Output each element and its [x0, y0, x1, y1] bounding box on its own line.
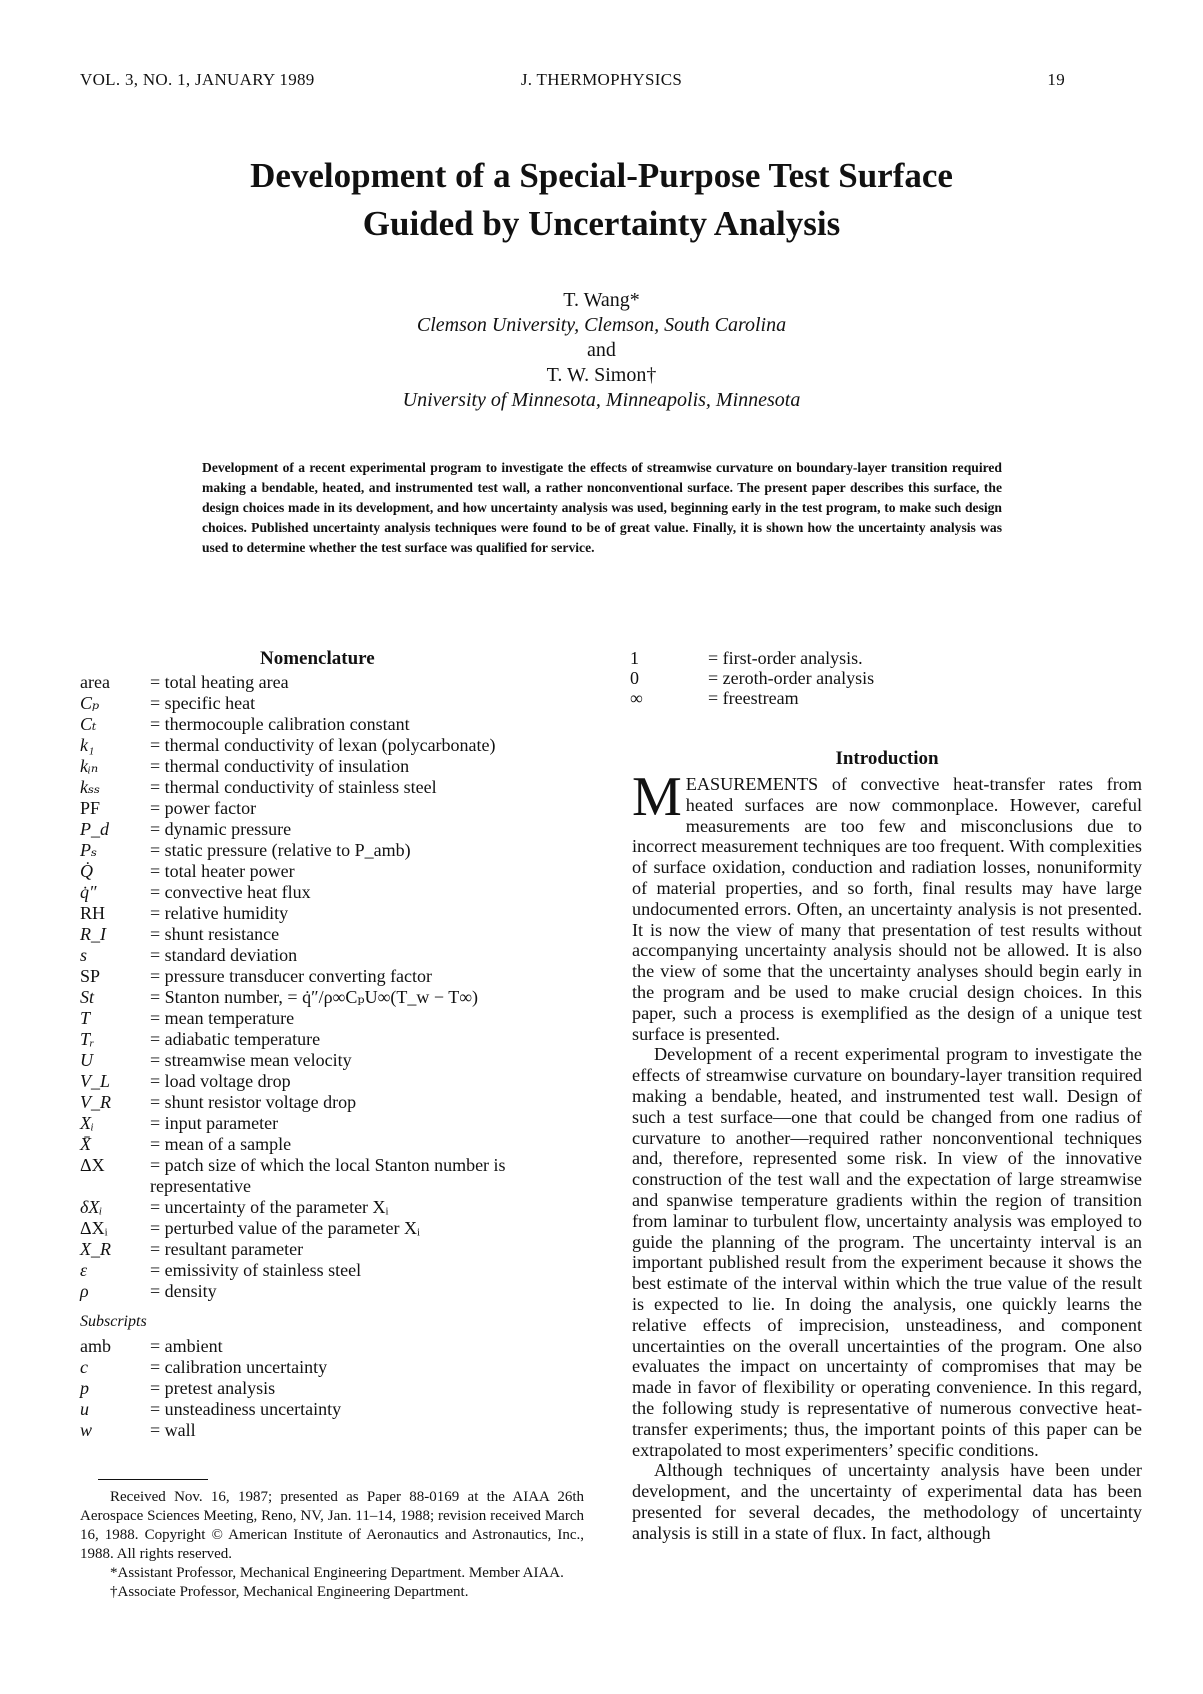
nomenclature-row: [80, 903, 600, 924]
nomenclature-symbol: kₛₛ: [80, 777, 101, 797]
subscript-symbol: amb: [80, 1336, 111, 1356]
nomenclature-definition: = thermal conductivity of stainless steel: [150, 777, 437, 797]
nomenclature-symbol: s: [80, 945, 88, 965]
nomenclature-symbol: area: [80, 672, 110, 692]
intro-paragraph-1: [632, 766, 1143, 1044]
nomenclature-definition: = shunt resistor voltage drop: [150, 1092, 357, 1112]
nomenclature-definition: = perturbed value of the parameter Xᵢ: [150, 1218, 420, 1238]
nomenclature-symbol: PF: [80, 798, 101, 818]
affiliation-2: University of Minnesota, Minneapolis, Minnesota: [402, 389, 801, 411]
nomenclature-row: [80, 777, 600, 798]
subscript-definition: = zeroth-order analysis: [708, 668, 875, 688]
nomenclature-definition: = Stanton number, = q̇″/ρ∞CₚU∞(T_w − T∞): [150, 987, 479, 1007]
drop-cap: M: [632, 766, 682, 828]
nomenclature-symbol: RH: [80, 903, 106, 923]
footnote-author-1: *Assistant Professor, Mechanical Engineering Department. Member AIAA.: [110, 1565, 564, 1581]
subscript-symbol: w: [80, 1420, 93, 1440]
nomenclature-symbol: Tᵣ: [80, 1029, 95, 1049]
nomenclature-symbol: X_R: [80, 1239, 111, 1259]
nomenclature-symbol: ΔXᵢ: [80, 1218, 108, 1238]
subscript-definition: = calibration uncertainty: [150, 1357, 328, 1377]
nomenclature-row: [80, 1218, 600, 1239]
nomenclature-definition: = patch size of which the local Stanton number is representative: [150, 1155, 506, 1196]
nomenclature-symbol: kᵢₙ: [80, 756, 99, 776]
nomenclature-symbol: ε: [80, 1260, 88, 1280]
nomenclature-row: [80, 672, 600, 693]
author-2: T. W. Simon†: [546, 364, 657, 386]
nomenclature-row: [80, 1134, 600, 1155]
nomenclature-row: [80, 987, 600, 1008]
nomenclature-row: [80, 861, 600, 882]
nomenclature-row: [80, 1113, 600, 1134]
subscript-row: [80, 1378, 600, 1399]
introduction-heading: Introduction: [835, 748, 939, 769]
nomenclature-row: [80, 1029, 600, 1050]
nomenclature-symbol: V_L: [80, 1071, 111, 1091]
nomenclature-row: [80, 819, 600, 840]
nomenclature-heading: Nomenclature: [260, 648, 375, 669]
subscript-definition: = pretest analysis: [150, 1378, 276, 1398]
subscript-row: [80, 1399, 600, 1420]
nomenclature-symbol: U: [80, 1050, 93, 1070]
subscript-row: [80, 1357, 600, 1378]
nomenclature-symbol: V_R: [80, 1092, 111, 1112]
nomenclature-definition: = mean of a sample: [150, 1134, 292, 1154]
nomenclature-symbol: St: [80, 987, 95, 1007]
subscript-definition: = wall: [150, 1420, 196, 1440]
subscript-definition: = ambient: [150, 1336, 223, 1356]
nomenclature-definition: = resultant parameter: [150, 1239, 304, 1259]
nomenclature-symbol: R_I: [80, 924, 106, 944]
nomenclature-definition: = dynamic pressure: [150, 819, 292, 839]
page-number: 19: [1047, 70, 1065, 89]
nomenclature-symbol: ΔX: [80, 1155, 105, 1175]
nomenclature-row: [80, 1281, 600, 1302]
nomenclature-row: [80, 1197, 600, 1218]
author-1: T. Wang*: [563, 289, 640, 311]
affiliation-1: Clemson University, Clemson, South Carolina: [416, 314, 787, 336]
subscripts-continued: [630, 648, 930, 708]
subscript-row: [630, 668, 930, 688]
nomenclature-symbol: ρ: [80, 1281, 89, 1301]
nomenclature-symbol: T: [80, 1008, 91, 1028]
footnote-rule: [98, 1479, 208, 1480]
subscript-definition: = first-order analysis.: [708, 648, 863, 668]
nomenclature-symbol: q̇″: [80, 882, 97, 902]
subscript-symbol: 1: [630, 648, 639, 668]
nomenclature-definition: = power factor: [150, 798, 257, 818]
nomenclature-definition: = load voltage drop: [150, 1071, 291, 1091]
subscript-row: [80, 1420, 600, 1441]
subscript-symbol: u: [80, 1399, 89, 1419]
nomenclature-definition: = convective heat flux: [150, 882, 311, 902]
nomenclature-symbol: SP: [80, 966, 101, 986]
paper-title: [0, 152, 1203, 248]
nomenclature-symbol: X̄: [80, 1134, 91, 1154]
nomenclature-symbol: Xᵢ: [80, 1113, 94, 1133]
subscript-definition: = unsteadiness uncertainty: [150, 1399, 342, 1419]
nomenclature-row: [80, 840, 600, 861]
nomenclature-symbol: δXᵢ: [80, 1197, 103, 1217]
nomenclature-row: [80, 924, 600, 945]
authors-block: [0, 288, 1203, 413]
nomenclature-row: [80, 1155, 600, 1197]
nomenclature-row: [80, 756, 600, 777]
nomenclature-definition: = emissivity of stainless steel: [150, 1260, 362, 1280]
nomenclature-symbol: Cₜ: [80, 714, 97, 734]
nomenclature-row: [80, 966, 600, 987]
authors-and: and: [587, 339, 616, 361]
title-line-2: Guided by Uncertainty Analysis: [362, 204, 841, 243]
nomenclature-symbol: k₁: [80, 735, 95, 755]
subscript-symbol: c: [80, 1357, 88, 1377]
intro-paragraph-2: Development of a recent experimental program to investigate the effects of streamwise curvature on boundary-layer transition required making a bendable, heated, and instrumented test wall. Design of such a test surface—one that could be changed from one radius of curvature to another—required rather nonconventional techniques and, therefore, represented some risk. In view of the innovative construction of the test wall and the expectation of large streamwise and spanwise temperature gradients within the region of transition from laminar to turbulent flow, uncertainty analysis was employed to guide the planning of the program. The uncertainty interval is an important published result from the experiment because it shows the best estimate of the interval within which the true value of the result is expected to lie. In doing the analysis, one quickly learns the relative effects of imprecision, unsteadiness, and component uncertainties on the overall uncertainties of the program. One also evaluates the impact on uncertainty of compromises that may be made in favor of flexibility or operating convenience. In this regard, the following study is representative of numerous convective heat-transfer experiments; thus, the important points of this paper can be extrapolated to most experimenters’ specific conditions.: [632, 1044, 1142, 1460]
subscript-definition: = freestream: [708, 688, 799, 708]
nomenclature-definition: = thermal conductivity of lexan (polycarbonate): [150, 735, 496, 755]
nomenclature-row: [80, 735, 600, 756]
nomenclature-definition: = standard deviation: [150, 945, 298, 965]
nomenclature-definition: = density: [150, 1281, 217, 1301]
subscripts-label: Subscripts: [80, 1313, 147, 1330]
subscript-symbol: p: [80, 1378, 89, 1398]
nomenclature-symbol: Q̇: [80, 861, 93, 881]
nomenclature-definition: = streamwise mean velocity: [150, 1050, 352, 1070]
footnotes: [80, 1488, 584, 1602]
abstract: Development of a recent experimental program to investigate the effects of streamwise curvature on boundary-layer transition required making a bendable, heated, and instrumented test wall, a rather nonconventional surface. The present paper describes this surface, the design choices made in its development, and how uncertainty analysis was used, beginning early in the test program, to make such design choices. Published uncertainty analysis techniques were found to be of great value. Finally, it is shown how the uncertainty analysis was used to determine whether the test surface was qualified for service.: [202, 460, 1002, 555]
subscript-row: [630, 688, 930, 708]
nomenclature-definition: = relative humidity: [150, 903, 289, 923]
nomenclature-definition: = uncertainty of the parameter Xᵢ: [150, 1197, 389, 1217]
nomenclature-symbol: P_d: [80, 819, 109, 839]
nomenclature-row: [80, 798, 600, 819]
nomenclature-definition: = static pressure (relative to P_amb): [150, 840, 411, 860]
nomenclature-row: [80, 882, 600, 903]
nomenclature-row: [80, 1050, 600, 1071]
subscript-symbol: 0: [630, 668, 639, 688]
nomenclature-definition: = thermocouple calibration constant: [150, 714, 410, 734]
subscript-symbol: ∞: [630, 688, 643, 708]
nomenclature-row: [80, 693, 600, 714]
subscript-row: [630, 648, 930, 668]
header-volume: VOL. 3, NO. 1, JANUARY 1989: [80, 70, 315, 89]
nomenclature-definition: = input parameter: [150, 1113, 279, 1133]
nomenclature-definition: = pressure transducer converting factor: [150, 966, 433, 986]
intro-paragraph-3: Although techniques of uncertainty analysis have been under development, and the uncertainty of experimental data has been presented for several decades, the methodology of uncertainty analysis is still in a state of flux. In fact, although: [632, 1460, 1142, 1543]
nomenclature-definition: = mean temperature: [150, 1008, 295, 1028]
nomenclature-symbol: Pₛ: [80, 840, 98, 860]
footnote-author-2: †Associate Professor, Mechanical Engineering Department.: [110, 1584, 469, 1600]
nomenclature-definition: = total heating area: [150, 672, 289, 692]
nomenclature-row: [80, 1239, 600, 1260]
nomenclature-symbol: Cₚ: [80, 693, 100, 713]
nomenclature-row: [80, 1092, 600, 1113]
introduction-body: [632, 766, 1143, 1543]
nomenclature-definition: = total heater power: [150, 861, 295, 881]
nomenclature-definition: = adiabatic temperature: [150, 1029, 321, 1049]
nomenclature-definition: = specific heat: [150, 693, 256, 713]
nomenclature-row: [80, 1008, 600, 1029]
nomenclature-row: [80, 1260, 600, 1281]
nomenclature-definition: = shunt resistance: [150, 924, 280, 944]
nomenclature-row: [80, 1071, 600, 1092]
intro-paragraph-1-text: EASUREMENTS of convective heat-transfer rates from heated surfaces are now commonplace. However, careful measurements are too few and misconclusions due to incorrect measurement techniques are too frequent. With complexities of surface oxidation, conduction and radiation losses, nonuniformity of material properties, and so forth, final results may have large undocumented errors. Often, an uncertainty analysis is not presented. It is now the view of many that presentation of test results without accompanying uncertainty analysis should not be allowed. It is also the view of some that the uncertainty analyses should begin early in the program and be used to make crucial design choices. In this paper, such a process is exemplified as the design of a unique test surface is presented.: [632, 774, 1143, 1044]
title-line-1: Development of a Special-Purpose Test Surface: [250, 156, 953, 195]
nomenclature-row: [80, 714, 600, 735]
nomenclature-list: [80, 672, 600, 1441]
nomenclature-definition: = thermal conductivity of insulation: [150, 756, 410, 776]
header-journal: J. THERMOPHYSICS: [520, 70, 683, 89]
footnote-received: Received Nov. 16, 1987; presented as Paper 88-0169 at the AIAA 26th Aerospace Sciences Meeting, Reno, NV, Jan. 11–14, 1988; revision received March 16, 1988. Copyright © American Institute of Aeronautics and Astronautics, Inc., 1988. All rights reserved.: [80, 1489, 584, 1562]
subscript-row: [80, 1336, 600, 1357]
nomenclature-row: [80, 945, 600, 966]
